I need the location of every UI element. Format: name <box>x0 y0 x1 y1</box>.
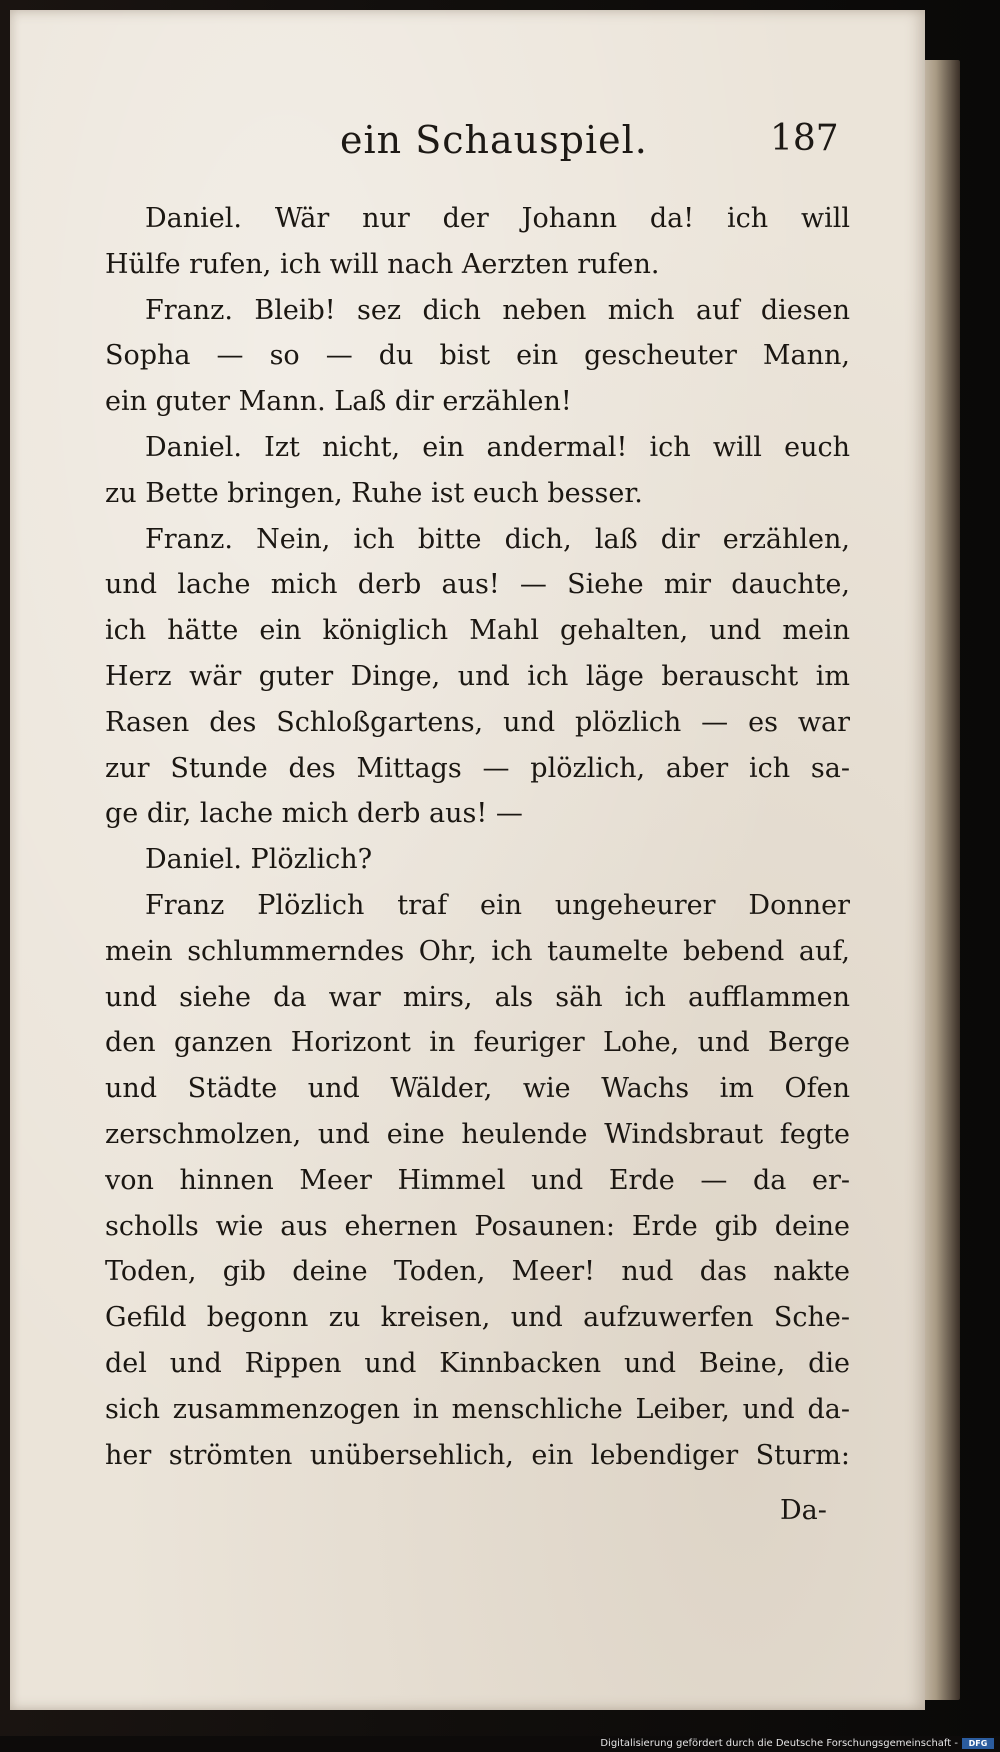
text-line: Toden, gib deine Toden, Meer! nud das nakte <box>105 1256 850 1288</box>
text-line: scholls wie aus ehernen Posaunen: Erde gib deine <box>105 1210 850 1242</box>
book-page <box>10 10 925 1710</box>
text-line: zerschmolzen, und eine heulende Windsbraut fegte <box>105 1118 850 1150</box>
text-line: zur Stunde des Mittags — plözlich, aber ich sa- <box>105 752 850 784</box>
dfg-logo: DFG <box>962 1738 994 1749</box>
text-line: Daniel. Izt nicht, ein andermal! ich will euch <box>145 431 850 463</box>
text-line: her strömten unübersehlich, ein lebendiger Sturm: <box>105 1439 850 1471</box>
text-line: und siehe da war mirs, als säh ich aufflammen <box>105 981 850 1013</box>
text-line: Franz. Nein, ich bitte dich, laß dir erzählen, <box>145 523 850 555</box>
text-line: Sopha — so — du bist ein gescheuter Mann, <box>105 340 850 372</box>
text-line: ge dir, lache mich derb aus! — <box>105 798 523 830</box>
text-line: und lache mich derb aus! — Siehe mir dauchte, <box>105 569 850 601</box>
running-head: ein Schauspiel. <box>340 118 648 162</box>
text-line: den ganzen Horizont in feuriger Lohe, und Berge <box>105 1027 850 1059</box>
text-line: Daniel. Wär nur der Johann da! ich will <box>145 203 850 234</box>
text-line: zu Bette bringen, Ruhe ist euch besser. <box>105 477 643 509</box>
body-text <box>105 196 850 1478</box>
text-line: mein schlummerndes Ohr, ich taumelte bebend auf, <box>105 935 850 967</box>
text-line: ich hätte ein königlich Mahl gehalten, und mein <box>105 615 850 647</box>
text-line: Franz Plözlich traf ein ungeheurer Donner <box>145 889 850 921</box>
text-line: ein guter Mann. Laß dir erzählen! <box>105 386 572 418</box>
page-fore-edge <box>920 60 960 1700</box>
text-line: Daniel. Plözlich? <box>145 844 373 876</box>
text-line: Franz. Bleib! sez dich neben mich auf diesen <box>145 294 850 326</box>
page-header <box>10 118 925 168</box>
text-line: und Städte und Wälder, wie Wachs im Ofen <box>105 1073 850 1105</box>
page-number: 187 <box>770 118 839 159</box>
text-line: Gefild begonn zu kreisen, und aufzuwerfen Sche- <box>105 1302 850 1334</box>
text-line: del und Rippen und Kinnbacken und Beine, die <box>105 1347 850 1379</box>
text-line: von hinnen Meer Himmel und Erde — da er- <box>105 1164 850 1196</box>
digitization-credit: Digitalisierung gefördert durch die Deutsche Forschungsgemeinschaft - <box>600 1738 958 1749</box>
text-line: sich zusammenzogen in menschliche Leiber, und da- <box>105 1393 850 1425</box>
catchword: Da- <box>780 1495 827 1526</box>
text-line: Herz wär guter Dinge, und ich läge berauscht im <box>105 660 850 692</box>
text-line: Rasen des Schloßgartens, und plözlich — es war <box>105 706 850 738</box>
text-line: Hülfe rufen, ich will nach Aerzten rufen. <box>105 248 660 280</box>
